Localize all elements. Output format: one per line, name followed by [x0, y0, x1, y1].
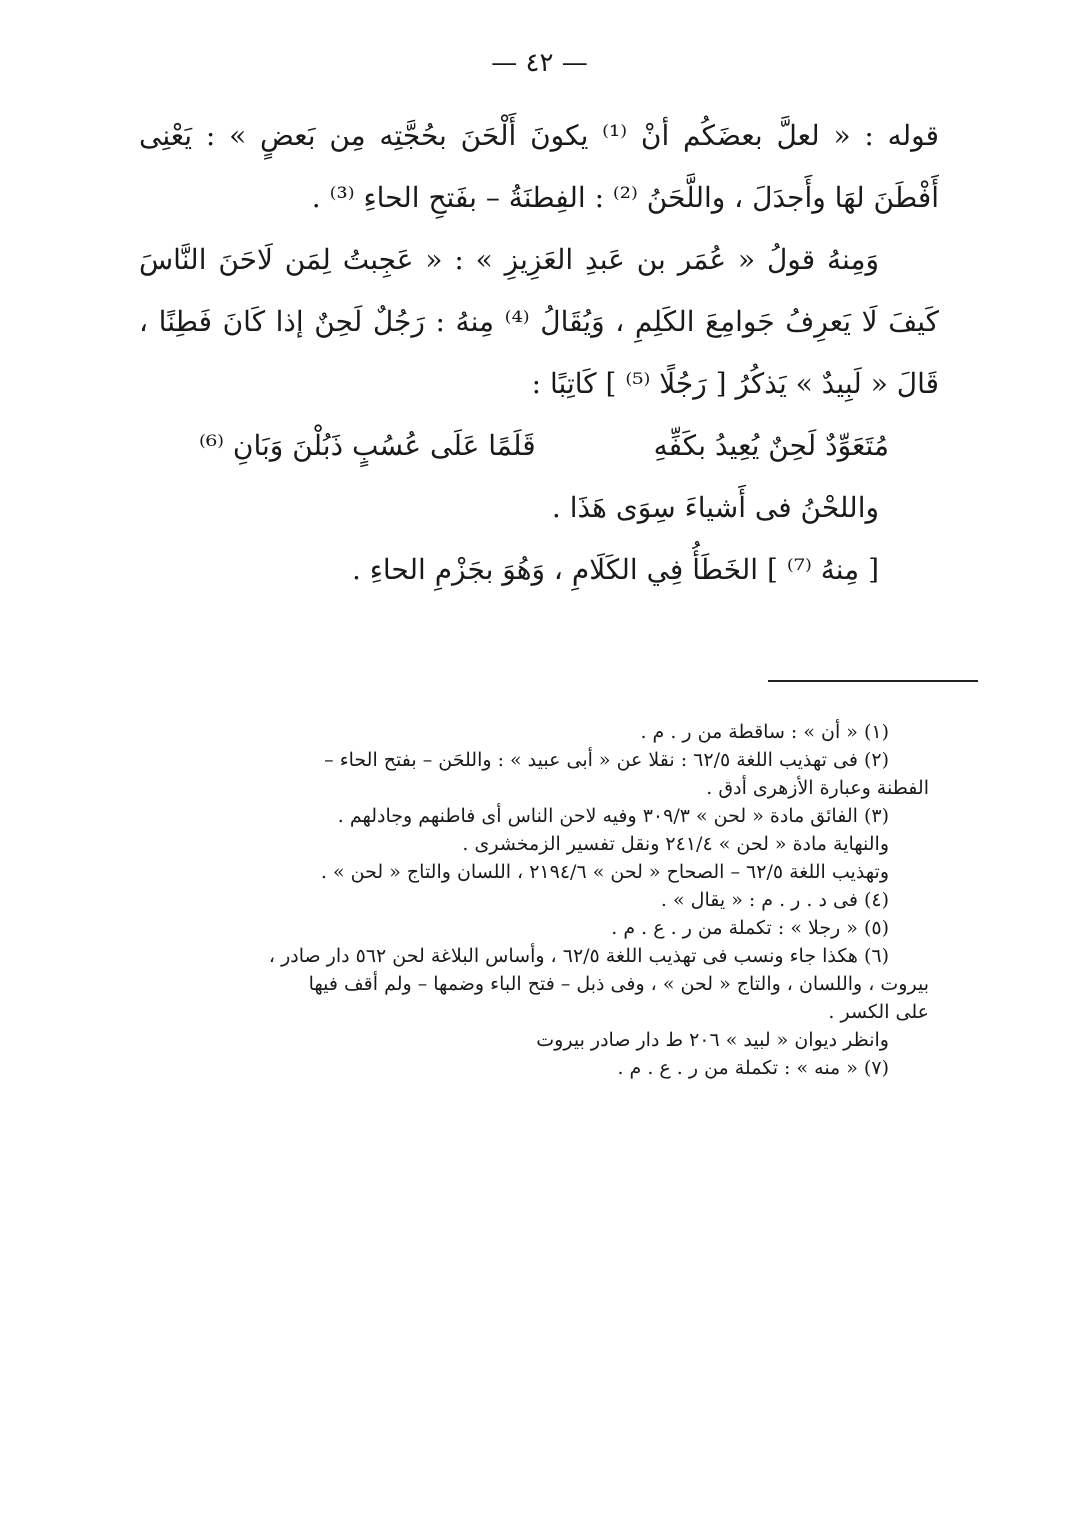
footnote-continuation: وانظر ديوان « لبيد » ٢٠٦ ط دار صادر بيروت	[536, 1029, 889, 1051]
footnote: (٢) فى تهذيب اللغة ٦٢/٥ : نقلا عن « أبى عبيد » : واللحَن – بفتح الحاء –	[324, 749, 889, 771]
verse-first-hemistich: مُتَعَوِّدٌ لَحِنٌ يُعِيدُ بكَفِّهِ	[653, 429, 889, 462]
footnote: (٥) « رجلا » : تكملة من ر . ع . م .	[611, 917, 889, 939]
footnote-continuation: وتهذيب اللغة ٦٢/٥ – الصحاح « لحن » ٢١٩٤/٦ ، اللسان والتاج « لحن » .	[320, 861, 889, 883]
footnote: (٤) فى د . ر . م : « يقال » .	[660, 889, 889, 911]
text-line: واللحْنُ فى أَشياءَ سِوَى هَذَا .	[551, 491, 879, 524]
footnote-continuation: والنهاية مادة « لحن » ٢٤١/٤ ونقل تفسير الزمخشرى .	[462, 833, 889, 855]
footnote-continuation: بيروت ، واللسان ، والتاج « لحن » ، وفى ذبل – فتح الباء وضمها – ولم أقف فيها	[308, 973, 929, 995]
text-line: وَمِنهُ قولُ « عُمَر بن عَبدِ العَزِيزِ » : « عَجِبتُ لِمَن لَاحَنَ النَّاسَ	[139, 243, 879, 276]
text-line: [ مِنهُ ⁽⁷⁾ ] الخَطَأُ فِي الكَلَامِ ، وَهُوَ بجَزْمِ الحاءِ .	[351, 553, 879, 586]
footnote: (١) « أن » : ساقطة من ر . م .	[640, 721, 889, 743]
verse-second-hemistich: قَلَمًا عَلَى عُسُبٍ ذَبُلْنَ وَبَانِ ⁽⁶⁾	[199, 429, 536, 462]
main-text	[139, 105, 939, 601]
footnotes	[109, 718, 929, 1082]
text-line: قوله : « لعلَّ بعضَكُم أنْ ⁽¹⁾ يكونَ أَلْحَنَ بحُجَّتِه مِن بَعضٍ » : يَعْنِى	[139, 119, 939, 152]
text-line: قَالَ « لَبِيدٌ » يَذكُرُ [ رَجُلًا ⁽⁵⁾ ] كَاتِبًا :	[531, 367, 939, 400]
footnote-continuation: الفطنة وعبارة الأزهرى أدق .	[706, 777, 929, 799]
footnote: (٧) « منه » : تكملة من ر . ع . م .	[617, 1057, 889, 1079]
footnote: (٦) هكذا جاء ونسب فى تهذيب اللغة ٦٢/٥ ، وأساس البلاغة لحن ٥٦٢ دار صادر ،	[268, 945, 889, 967]
footnote-divider	[768, 680, 978, 682]
text-line: أَفْطَنَ لهَا وأَجدَلَ ، واللَّحَنُ ⁽²⁾ : الفِطنَةُ – بفَتحِ الحاءِ ⁽³⁾ .	[311, 181, 939, 214]
footnote: (٣) الفائق مادة « لحن » ٣٠٩/٣ وفيه لاحن الناس أى فاطنهم وجادلهم .	[337, 805, 889, 827]
page-number: — ٤٢ —	[491, 48, 588, 78]
footnote-continuation: على الكسر .	[828, 1001, 929, 1023]
poetry-verse	[139, 415, 939, 477]
text-line: كَيفَ لَا يَعرِفُ جَوامِعَ الكَلِمِ ، وَيُقَالُ ⁽⁴⁾ مِنهُ : رَجُلٌ لَحِنٌ إذا كَانَ فَطِنًا ،	[139, 305, 939, 338]
